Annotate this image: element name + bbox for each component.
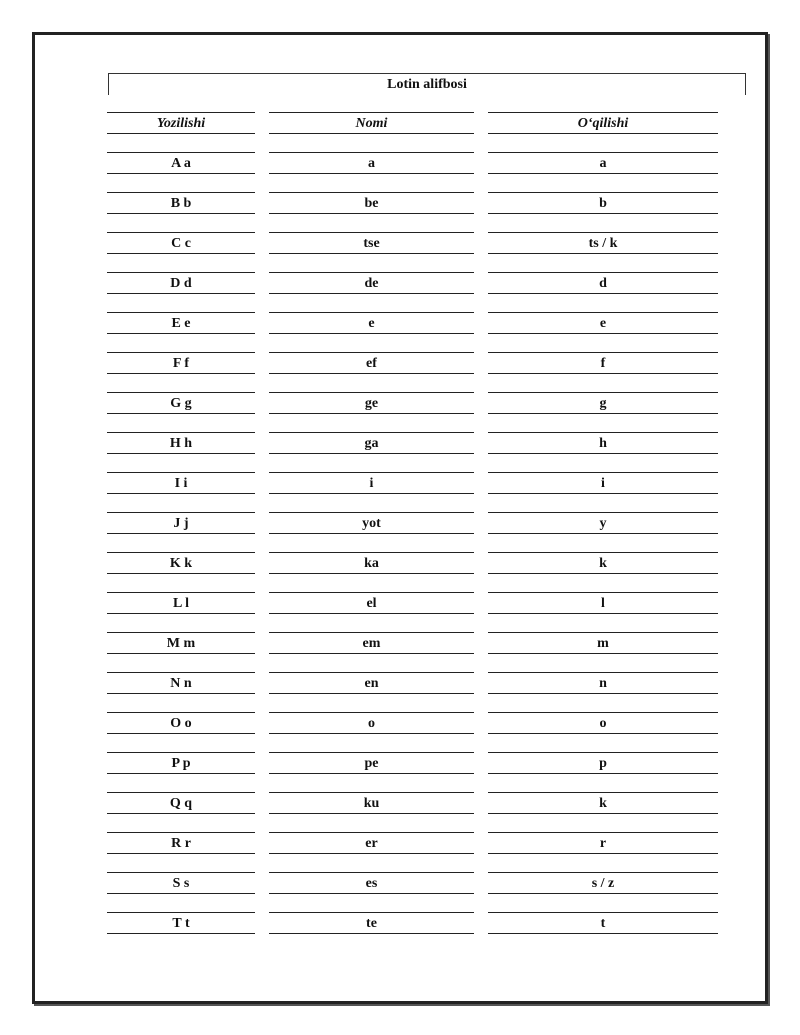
letter-name-cell: ka — [364, 556, 379, 571]
header-cell — [269, 112, 474, 152]
pronunciation-cell: g — [599, 396, 607, 411]
pronunciation-cell: m — [597, 636, 609, 651]
table-row — [488, 672, 718, 712]
title-box — [108, 73, 746, 95]
table-row — [269, 432, 474, 472]
letter-name-cell: pe — [364, 756, 379, 771]
table-row — [488, 312, 718, 352]
pronunciation-cell: n — [599, 676, 607, 691]
letter-name-cell: el — [366, 596, 377, 611]
table-row — [107, 912, 255, 952]
table-row — [107, 232, 255, 272]
letter-name-cell: o — [368, 716, 375, 731]
table-row — [107, 392, 255, 432]
table-row — [107, 672, 255, 712]
table-row — [107, 352, 255, 392]
letter-name-cell: te — [366, 916, 377, 931]
table-row — [488, 832, 718, 872]
table-row — [269, 632, 474, 672]
table-row — [488, 512, 718, 552]
table-row — [107, 792, 255, 832]
table-row — [488, 792, 718, 832]
letter-name-cell: er — [365, 836, 378, 851]
table-row — [488, 552, 718, 592]
table-row — [269, 312, 474, 352]
table-row — [488, 592, 718, 632]
table-row — [488, 232, 718, 272]
pronunciation-cell: p — [599, 756, 607, 771]
pronunciation-cell: h — [599, 436, 607, 451]
table-row — [269, 592, 474, 632]
table-row — [488, 712, 718, 752]
table-row — [488, 152, 718, 192]
table-row — [107, 272, 255, 312]
table-row — [488, 432, 718, 472]
letter-name-cell: e — [368, 316, 375, 331]
table-row — [269, 192, 474, 232]
table-row — [269, 752, 474, 792]
table-row — [488, 752, 718, 792]
letter-cell: S s — [172, 876, 190, 891]
table-row — [488, 632, 718, 672]
table-row — [269, 912, 474, 952]
letter-cell: T t — [172, 916, 190, 931]
pronunciation-cell: e — [599, 316, 607, 331]
table-row — [107, 632, 255, 672]
letter-cell: R r — [171, 836, 191, 851]
letter-name-cell: ga — [364, 436, 379, 451]
letter-name-cell: be — [364, 196, 379, 211]
letter-cell: Q q — [169, 796, 193, 811]
table-row — [269, 152, 474, 192]
table-row — [488, 272, 718, 312]
letter-name-cell: i — [369, 476, 374, 491]
column-letters — [107, 112, 255, 952]
header-cell — [107, 112, 255, 152]
table-row — [269, 712, 474, 752]
table-row — [269, 472, 474, 512]
table-row — [269, 832, 474, 872]
letter-cell: F f — [172, 356, 190, 371]
pronunciation-cell: l — [601, 596, 605, 611]
pronunciation-cell: f — [600, 356, 606, 371]
pronunciation-cell: r — [599, 836, 607, 851]
table-row — [269, 232, 474, 272]
letter-cell: M m — [166, 636, 196, 651]
table-row — [107, 592, 255, 632]
letter-name-cell: de — [364, 276, 379, 291]
letter-name-cell: em — [362, 636, 381, 651]
table-row — [107, 192, 255, 232]
table-row — [107, 712, 255, 752]
pronunciation-cell: s / z — [591, 876, 615, 891]
letter-name-cell: en — [364, 676, 379, 691]
letter-name-cell: ge — [364, 396, 379, 411]
letter-cell: D d — [170, 276, 192, 291]
letter-cell: L l — [173, 596, 189, 611]
pronunciation-cell: k — [599, 556, 607, 571]
letter-name-cell: ef — [366, 356, 377, 371]
table-row — [269, 552, 474, 592]
table-row — [107, 432, 255, 472]
table-row — [107, 552, 255, 592]
letter-name-cell: yot — [362, 516, 381, 531]
table-row — [269, 872, 474, 912]
table-row — [269, 792, 474, 832]
pronunciation-cell: o — [599, 716, 607, 731]
letter-cell: J j — [173, 516, 189, 531]
table-row — [269, 272, 474, 312]
pronunciation-cell: a — [599, 156, 607, 171]
table-row — [269, 352, 474, 392]
letter-cell: E e — [171, 316, 191, 331]
column-header-yozilishi: Yozilishi — [156, 116, 206, 131]
page-title: Lotin alifbosi — [387, 77, 467, 92]
column-names — [269, 112, 474, 952]
letter-name-cell: es — [365, 876, 378, 891]
table-row — [269, 672, 474, 712]
table-row — [488, 392, 718, 432]
letter-name-cell: a — [368, 156, 375, 171]
letter-cell: I i — [174, 476, 188, 491]
letter-cell: P p — [171, 756, 191, 771]
pronunciation-cell: i — [601, 476, 605, 491]
letter-cell: A a — [171, 156, 191, 171]
pronunciation-cell: ts / k — [588, 236, 618, 251]
table-row — [488, 472, 718, 512]
column-header-nomi: Nomi — [355, 116, 388, 131]
letter-cell: B b — [170, 196, 192, 211]
letter-cell: N n — [170, 676, 192, 691]
letter-cell: K k — [169, 556, 193, 571]
pronunciation-cell: b — [599, 196, 607, 211]
column-header-oqilishi: O‘qilishi — [577, 116, 629, 131]
table-row — [107, 872, 255, 912]
table-row — [107, 752, 255, 792]
table-row — [107, 512, 255, 552]
letter-cell: G g — [170, 396, 192, 411]
table-row — [488, 872, 718, 912]
header-cell — [488, 112, 718, 152]
pronunciation-cell: y — [599, 516, 607, 531]
letter-name-cell: tse — [363, 236, 380, 251]
table-row — [488, 352, 718, 392]
table-row — [107, 472, 255, 512]
letter-cell: H h — [169, 436, 193, 451]
table-row — [107, 152, 255, 192]
table-row — [488, 192, 718, 232]
table-row — [269, 512, 474, 552]
pronunciation-cell: k — [599, 796, 607, 811]
column-sounds — [488, 112, 718, 952]
letter-cell: C c — [171, 236, 191, 251]
letter-name-cell: ku — [363, 796, 380, 811]
table-row — [488, 912, 718, 952]
table-row — [269, 392, 474, 432]
table-row — [107, 832, 255, 872]
pronunciation-cell: t — [600, 916, 606, 931]
table-row — [107, 312, 255, 352]
letter-cell: O o — [170, 716, 192, 731]
pronunciation-cell: d — [599, 276, 607, 291]
